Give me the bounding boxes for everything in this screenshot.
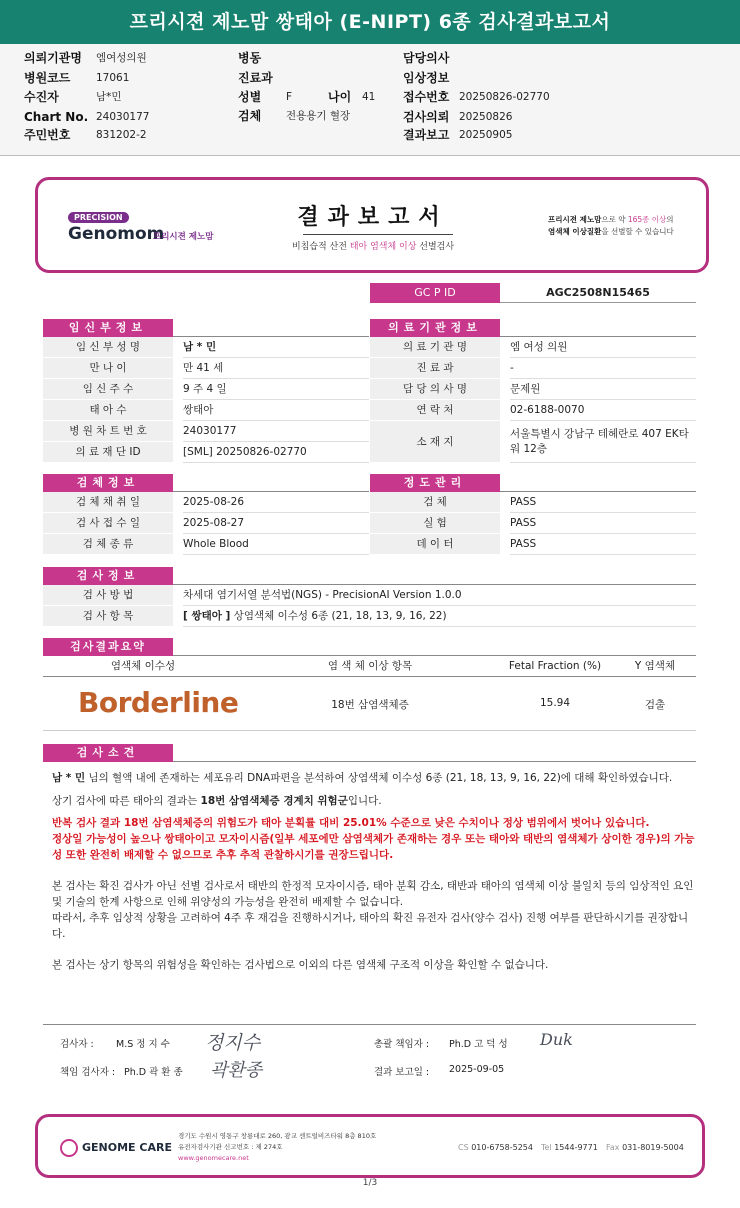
report-date-value: 2025-09-05 [449,1064,505,1075]
collection-date-label: 검 체 채 취 일 [43,492,173,513]
ward-label: 병동 [238,51,262,65]
footer-cs: CS 010-6758-5254 [458,1143,533,1152]
page-title: 프리시젼 제노맘 쌍태아 (E-NIPT) 6종 검사결과보고서 [0,0,740,44]
col-abnormal-item: 염 색 체 이상 항목 [327,660,413,672]
chart-no-value: 24030177 [183,421,369,442]
gestation-label: 임 신 주 수 [43,379,173,400]
col-aneuploidy: 염색체 이수성 [110,660,176,672]
pregnant-info-header: 임신부정보 [43,319,173,337]
dept-row [238,68,273,88]
report-header-box [35,177,709,273]
responsible-name: Ph.D 곽 환 종 [124,1067,183,1078]
sex-label: 성별 [238,90,262,104]
opinion-warning-1: 반복 검사 결과 18번 삼염색체증의 위험도가 태아 분획률 대비 25.01% 수준으로 낮은 수치이나 정상 범위에서 벗어나 있습니다. [52,817,650,829]
department-label: 진 료 과 [370,358,500,379]
result-borderline: Borderline [78,686,239,719]
request-value: 20250826 [459,111,513,123]
qc-data-label: 데 이 터 [370,534,500,555]
collection-date-value: 2025-08-26 [183,492,369,513]
rrn-row [24,125,147,145]
report-label: 결과보고 [403,128,450,142]
request-label: 검사의뢰 [403,110,450,124]
footer-url[interactable]: www.genomecare.net [178,1154,249,1162]
opinion-p2: 상기 검사에 따른 태아의 결과는 18번 삼염색체증 경계치 위험군입니다. [52,795,382,807]
footer-tel: Tel 1544-9771 [541,1143,598,1152]
department-value: - [510,358,696,379]
institution-name-value: 엠 여성 의원 [510,337,696,358]
chart-label: Chart No. [24,110,89,124]
col-y-chromosome: Y 염색체 [634,660,676,672]
receipt-label: 접수번호 [403,90,450,104]
foundation-id-label: 의 료 재 단 ID [43,442,173,463]
patient-value: 남*민 [96,91,122,103]
footer-box [35,1114,705,1178]
fetus-count-value: 쌍태아 [183,400,369,421]
divider [173,761,696,762]
rrn-label: 주민번호 [24,128,71,142]
patient-row [24,87,122,107]
code-row [24,68,130,88]
divider [43,1024,696,1025]
test-method-value: 차세대 염기서열 분석법(NGS) - PrecisionAI Version 1.0.0 [183,585,696,606]
qc-specimen-label: 검 체 [370,492,500,513]
gestation-value: 9 주 4 일 [183,379,369,400]
dept-label: 진료과 [238,71,273,85]
responsible-signature: 곽환종 [210,1060,263,1081]
title-underline [303,234,453,235]
receipt-date-value: 2025-08-27 [183,513,369,534]
summary-header: 검사결과요약 [43,638,173,656]
specimen-value: 전용용기 혈장 [286,110,351,122]
patient-label: 수진자 [24,90,59,104]
address-label: 소 재 지 [370,421,500,463]
genomom-logo: Genomom [68,224,165,244]
pregnant-name-label: 임 신 부 성 명 [43,337,173,358]
doctor-row [403,48,449,68]
opinion-warning-2: 정상일 가능성이 높으나 쌍태아이고 모자이시즘(일부 세포에만 삼염색체가 존재하는 경우 또는 태아와 태반의 염색체가 상이한 경우)의 가능성 또한 완전히 배제할 수 없으므로 추후 추적 관찰하시기를 권장드립니다. [52,833,695,861]
opinion-header: 검사소견 [43,744,173,762]
gc-pid-bar [370,283,696,303]
clinical-label: 임상정보 [403,71,450,85]
page-number: 1/3 [362,1178,378,1188]
test-info-header: 검사정보 [43,567,173,585]
hospital-label: 의뢰기관명 [24,51,82,65]
genomom-logo-sub: 프리시젼 제노맘 [153,232,214,242]
qc-header: 정도관리 [370,474,500,492]
test-item-label: 검 사 항 목 [43,606,173,627]
pregnant-name-value: 남 * 민 [183,337,369,358]
request-row [403,107,513,127]
opinion-p4: 따라서, 추후 임상적 상황을 고려하여 4주 후 재검을 진행하시거나, 태아의 확진 유전자 검사(양수 검사) 진행 여부를 판단하시기를 권장합니다. [52,912,689,940]
receipt-row [403,87,550,107]
responsible-label: 책임 검사자 : [60,1067,116,1078]
chief-name: Ph.D 고 덕 성 [449,1039,508,1050]
tester-label: 검사자 : [60,1039,94,1050]
report-value: 20250905 [459,129,513,141]
address-value: 서울특별시 강남구 테헤란로 407 EK타 워 12층 [510,421,696,463]
ward-row [238,48,261,68]
receipt-date-label: 검 사 접 수 일 [43,513,173,534]
abnormal-item-value: 18번 삼염색체증 [331,699,409,711]
foundation-id-value: [SML] 20250826-02770 [183,442,369,463]
chart-no-label: 병 원 차 트 번 호 [43,421,173,442]
footer-address: 경기도 수원시 영통구 창룡대로 260, 광교 센트럴비즈타워 8층 810호 유전자검사기관 신고번호 : 제 274호 www.genomecare.net [178,1132,377,1162]
age-label: 나이 [328,90,352,104]
code-label: 병원코드 [24,71,71,85]
report-date-label: 결과 보고일 : [374,1067,430,1078]
qc-experiment-label: 실 험 [370,513,500,534]
opinion-p3: 본 검사는 확진 검사가 아닌 선별 검사로서 태반의 한정적 모자이시즘, 태아 분획 감소, 태반과 태아의 염색체 이상 불일치 등의 임상적인 요인 및 기술의 한계 사항으로 인해 위양성의 가능성을 완전히 배제할 수 없습니다. [52,880,694,908]
institution-name-label: 의 료 기 관 명 [370,337,500,358]
sex-age-row [238,87,388,107]
report-subtitle: 비침습적 산전 태아 염색체 이상 선별검사 [291,242,455,252]
divider [43,730,696,731]
report-description: 프리시젼 제노맘으로 약 165종 이상의 염색체 이상질환을 선별할 수 있습니다 [548,215,674,236]
gc-pid-label: GC P ID [370,283,500,303]
fetal-fraction-value: 15.94 [539,697,571,709]
footer-fax: Fax 031-8019-5004 [606,1143,684,1152]
age-label: 만 나 이 [43,358,173,379]
hospital-row [24,48,147,68]
test-method-label: 검 사 방 법 [43,585,173,606]
gc-pid-value: AGC2508N15465 [546,286,650,299]
doctor-label: 담당의사 [403,51,450,65]
divider [43,676,696,677]
y-chromosome-value: 검출 [644,699,666,711]
qc-data-value: PASS [510,534,696,555]
test-item-value: [ 쌍태아 ] 상염색체 이수성 6종 (21, 18, 13, 9, 16, 22) [183,606,696,627]
age-value: 만 41 세 [183,358,369,379]
specimen-row [238,106,351,126]
opinion-p5: 본 검사는 상기 항목의 위험성을 확인하는 검사법으로 이외의 다른 염색체 구조적 이상을 확인할 수 없습니다. [52,959,549,971]
doctor-name-label: 담 당 의 사 명 [370,379,500,400]
qc-experiment-value: PASS [510,513,696,534]
receipt-value: 20250826-02770 [459,91,550,103]
genome-care-logo: GENOME CARE [60,1139,172,1157]
chart-value: 24030177 [96,111,150,123]
sex-value: F [286,91,293,103]
chart-row [24,107,150,127]
tester-name: M.S 정 지 수 [116,1039,170,1050]
hospital-value: 엠여성의원 [96,52,147,64]
contact-label: 연 락 처 [370,400,500,421]
report-row [403,125,513,145]
specimen-info-header: 검체정보 [43,474,173,492]
rrn-value: 831202-2 [96,129,147,141]
chief-signature: Duk [540,1030,573,1049]
specimen-type-label: 검 체 종 류 [43,534,173,555]
chief-label: 총괄 책임자 : [374,1039,430,1050]
report-title: 결과보고서 [297,205,449,230]
col-fetal-fraction: Fetal Fraction (%) [508,660,602,672]
tester-signature: 정지수 [205,1032,261,1054]
fetus-count-label: 태 아 수 [43,400,173,421]
specimen-label: 검체 [238,109,262,123]
institution-info-header: 의료기관정보 [370,319,500,337]
precision-badge: PRECISION [68,212,129,223]
request-info-panel [0,44,740,156]
qc-specimen-value: PASS [510,492,696,513]
opinion-p1: 남 * 민 님의 혈액 내에 존재하는 세포유리 DNA파편을 분석하여 상염색체 이수성 6종 (21, 18, 13, 9, 16, 22)에 대해 확인하였습니다. [52,772,673,784]
specimen-type-value: Whole Blood [183,534,369,555]
contact-value: 02-6188-0070 [510,400,696,421]
age-value: 41 [362,91,376,103]
doctor-name-value: 문제원 [510,379,696,400]
genome-care-logo-icon [60,1139,78,1157]
clinical-row [403,68,449,88]
code-value: 17061 [96,72,130,84]
